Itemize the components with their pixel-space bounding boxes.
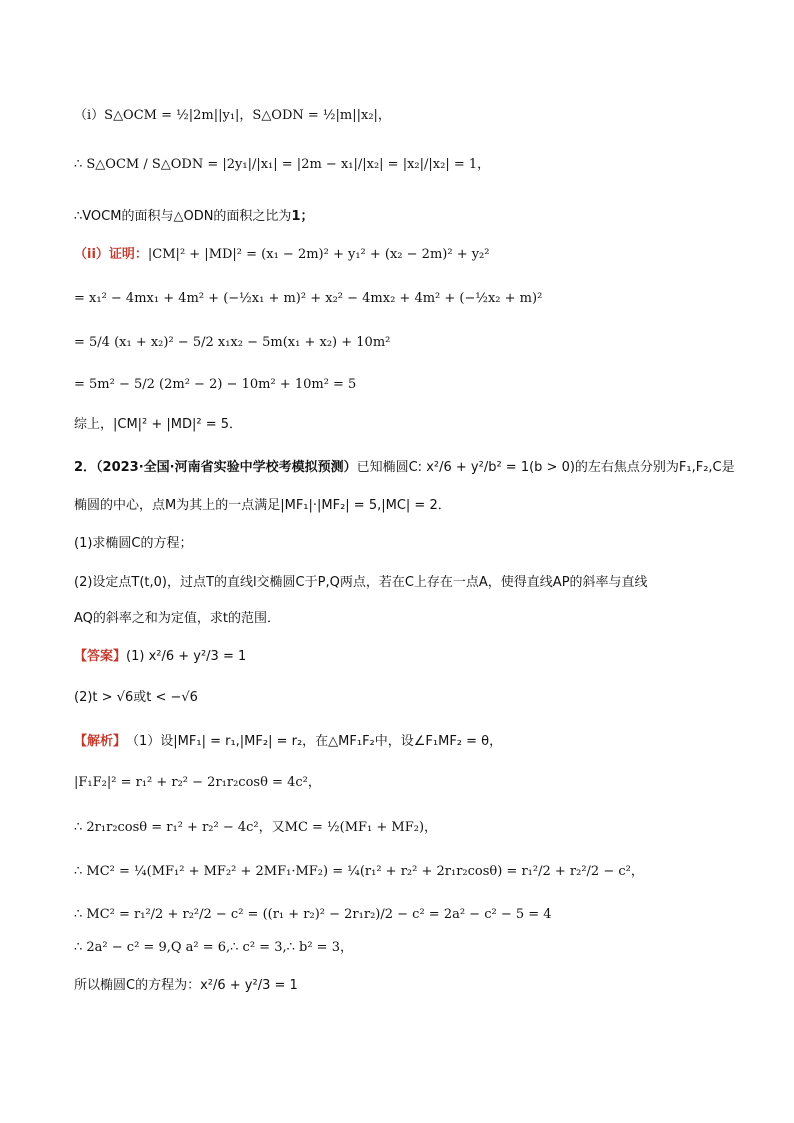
line-text: = 5m² − 5/2 (2m² − 2) − 10m² + 10m² = 5: [74, 377, 357, 392]
line-question-1: [74, 534, 193, 554]
line-answer-2: [74, 688, 198, 708]
line-text: 综上，|CM|² + |MD|² = 5．: [74, 417, 243, 432]
line-final-equation: [74, 976, 298, 996]
line-answer-1: [74, 647, 246, 667]
line-text: （1）设|MF₁| = r₁,|MF₂| = r₂，在△MF₁F₂中，设∠F₁MF₂ = θ，: [126, 734, 503, 749]
line-text: ∴ 2a² − c² = 9,Q a² = 6,∴ c² = 3,∴ b² = 3，: [74, 940, 353, 955]
line-text: (2)设定点T(t,0)，过点T的直线l交椭圆C于P,Q两点，若在C上存在一点A，使得直线AP的斜率与直线: [74, 575, 648, 590]
line-expansion-3: [74, 375, 356, 395]
line-text: ∴ S△OCM / S△ODN = |2y₁|/|x₁| = |2m − x₁|/|x₂| = |x₂|/|x₂| = 1，: [74, 157, 491, 172]
line-text: ∴ MC² = ¼(MF₁² + MF₂² + 2MF₁·MF₂) = ¼(r₁² + r₂² + 2r₁r₂cosθ) = r₁²/2 + r₂²/2 − c²，: [74, 864, 644, 879]
line-proof-start: [74, 245, 489, 265]
line-abc-values: [74, 938, 353, 958]
line-text: 已知椭圆C: x²/6 + y²/b² = 1(b > 0)的左右焦点分别为F₁,F₂,C是: [356, 460, 735, 475]
line-text: ∴ MC² = r₁²/2 + r₂²/2 − c² = ((r₁ + r₂)² − 2r₁r₂)/2 − c² = 2a² − c² − 5 = 4: [74, 907, 552, 922]
line-analysis-start: [74, 732, 502, 752]
line-text: AQ的斜率之和为定值，求t的范围．: [74, 611, 280, 626]
ratio-value: 1；: [291, 209, 314, 224]
problem-source: 2．（2023·全国·河南省实验中学校考模拟预测）: [74, 460, 357, 475]
line-text: = x₁² − 4mx₁ + 4m² + (−½x₁ + m)² + x₂² − 4mx₂ + 4m² + (−½x₂ + m)²: [74, 291, 543, 306]
line-expansion-1: [74, 289, 542, 309]
line-text: (1)求椭圆C的方程；: [74, 536, 193, 551]
line-vector-mc: [74, 818, 437, 838]
line-problem-2-condition: [74, 496, 451, 516]
line-text: = 5/4 (x₁ + x₂)² − 5/2 x₁x₂ − 5m(x₁ + x₂) + 10m²: [74, 335, 391, 350]
analysis-label: 【解析】: [74, 734, 127, 749]
line-text: 所以椭圆C的方程为：x²/6 + y²/3 = 1: [74, 978, 298, 993]
line-text: |CM|² + |MD|² = (x₁ − 2m)² + y₁² + (x₂ − 2m)² + y₂²: [147, 247, 490, 262]
line-text: (2)t > √6或t < −√6: [74, 690, 198, 705]
answer-label: 【答案】: [74, 649, 127, 664]
line-text: ∴ 2r₁r₂cosθ = r₁² + r₂² − 4c²，又MC = ½(MF₁ + MF₂)，: [74, 820, 438, 835]
line-text: ∴VOCM的面积与△ODN的面积之比为: [74, 209, 292, 224]
line-question-2: [74, 573, 648, 593]
line-text: 椭圆的中心，点M为其上的一点满足|MF₁|·|MF₂| = 5,|MC| = 2．: [74, 498, 451, 513]
line-text: （i）S△OCM = ½|2m||y₁|，S△ODN = ½|m||x₂|，: [74, 108, 391, 123]
line-text: (1) x²/6 + y²/3 = 1: [126, 649, 247, 664]
line-cosine-law: [74, 773, 321, 793]
line-mc-squared: [74, 862, 644, 882]
line-question-2-cont: [74, 609, 280, 629]
proof-label: （ii）证明：: [74, 247, 148, 262]
line-ratio-conclusion: [74, 207, 313, 227]
line-area-expressions: [74, 106, 391, 126]
line-area-ratio: [74, 155, 490, 175]
line-text: |F₁F₂|² = r₁² + r₂² − 2r₁r₂cosθ = 4c²，: [74, 775, 321, 790]
line-problem-2-header: [74, 458, 735, 478]
line-mc-value: [74, 905, 552, 925]
line-summary: [74, 415, 242, 435]
line-expansion-2: [74, 333, 390, 353]
